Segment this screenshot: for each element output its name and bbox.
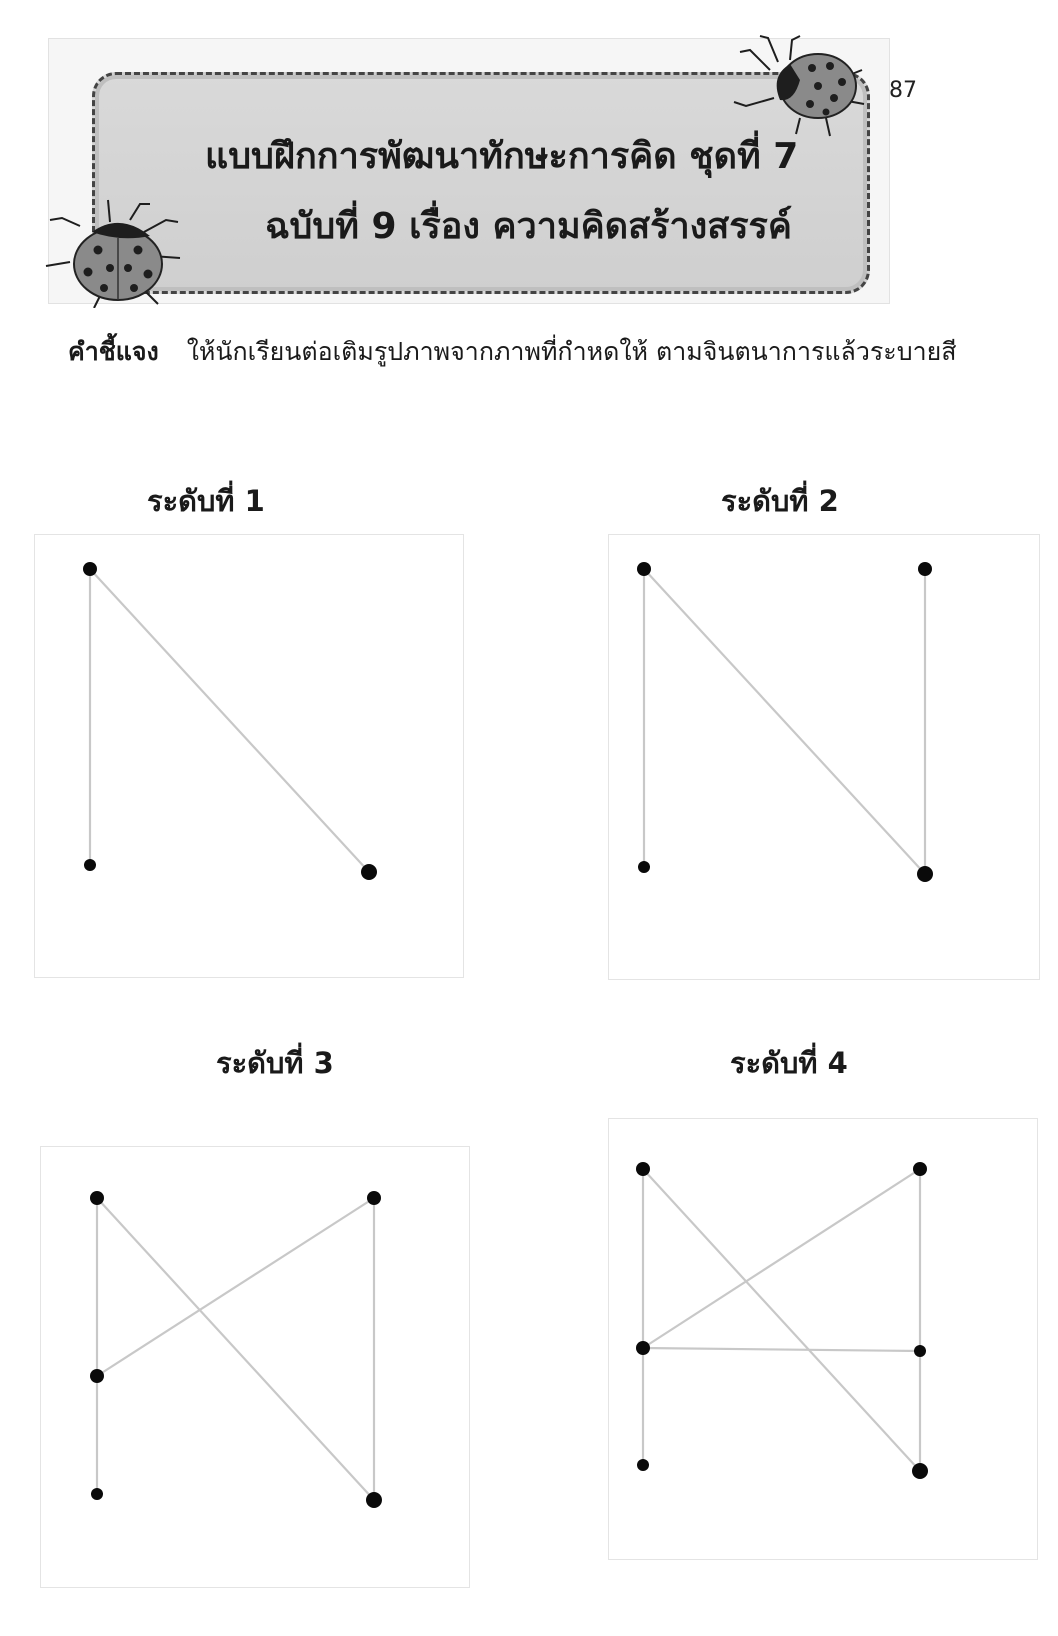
level-2-drawing-area[interactable] — [608, 534, 1040, 980]
instruction-text: ให้นักเรียนต่อเติมรูปภาพจากภาพที่กำหดให้ ตามจินตนาการแล้วระบายสี — [186, 337, 957, 366]
level-3-title: ระดับที่ 3 — [216, 1046, 334, 1080]
level-3-drawing-area[interactable] — [40, 1146, 470, 1588]
level-2-dot-figure — [609, 535, 1039, 979]
worksheet-title: แบบฝึกการพัฒนาทักษะการคิด ชุดที่ 7 — [205, 136, 799, 177]
instruction — [68, 332, 1008, 372]
ladybug-icon — [40, 196, 200, 308]
level-1-drawing-area[interactable] — [34, 534, 464, 978]
worksheet-subtitle: ฉบับที่ 9 เรื่อง ความคิดสร้างสรรค์ — [265, 206, 792, 247]
level-4-title: ระดับที่ 4 — [730, 1046, 848, 1080]
instruction-label: คำชี้แจง — [68, 337, 159, 366]
level-1-title: ระดับที่ 1 — [147, 484, 265, 518]
ladybug-icon — [730, 30, 880, 140]
level-3-dot-figure — [41, 1147, 469, 1587]
level-2-title: ระดับที่ 2 — [721, 484, 839, 518]
level-1-dot-figure — [35, 535, 463, 977]
level-4-drawing-area[interactable] — [608, 1118, 1038, 1560]
page-number: 87 — [889, 78, 917, 103]
level-4-dot-figure — [609, 1119, 1037, 1559]
